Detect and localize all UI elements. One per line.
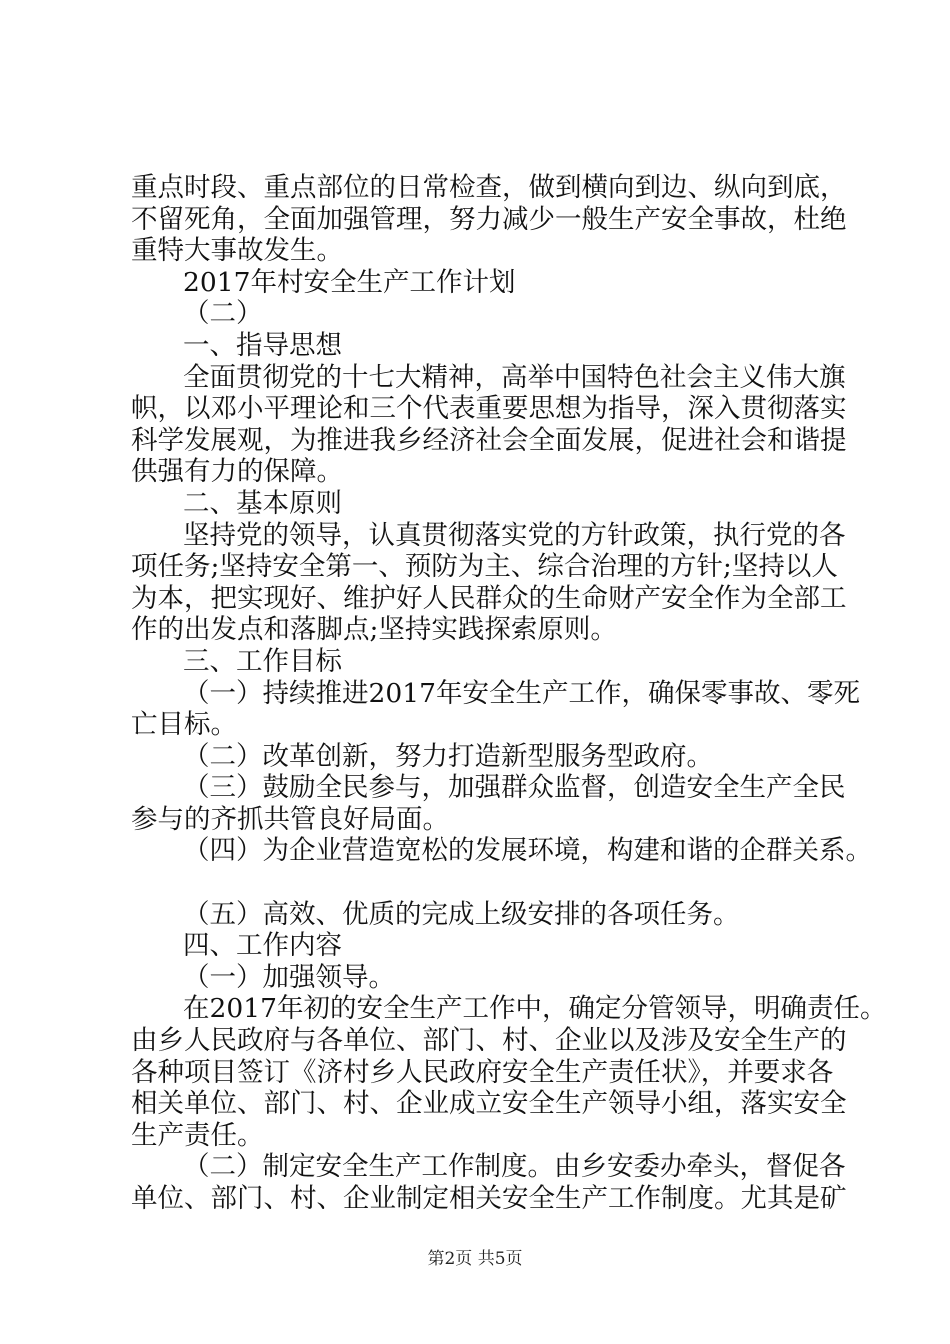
section-subtitle: （二） (183, 298, 263, 330)
text-line: 全面贯彻党的十七大精神，高举中国特色社会主义伟大旗 (183, 361, 846, 393)
heading-basic-principles: 二、基本原则 (183, 487, 342, 519)
text-line: 为本，把实现好、维护好人民群众的生命财产安全作为全部工 (131, 582, 847, 614)
text-line: 作的出发点和落脚点;坚持实践探索原则。 (131, 614, 617, 646)
document-body (131, 172, 887, 1215)
text-line: （三）鼓励全民参与，加强群众监督，创造安全生产全民 (183, 772, 846, 804)
text-line: 供强有力的保障。 (131, 456, 343, 488)
text-line: （一）加强领导。 (183, 961, 395, 993)
text-line: （四）为企业营造宽松的发展环境，构建和谐的企群关系。 (183, 835, 872, 867)
heading-guiding-ideology: 一、指导思想 (183, 329, 342, 361)
text-line: 重点时段、重点部位的日常检查，做到横向到边、纵向到底， (131, 172, 847, 203)
text-line: 生产责任。 (131, 1119, 264, 1151)
text-line: 各种项目签订《济村乡人民政府安全生产责任状》，并要求各 (131, 1056, 834, 1088)
text-line: 项任务;坚持安全第一、预防为主、综合治理的方针;坚持以人 (131, 551, 838, 583)
text-line: （二）制定安全生产工作制度。由乡安委办牵头，督促各 (183, 1151, 846, 1183)
text-line: 帜，以邓小平理论和三个代表重要思想为指导，深入贯彻落实 (131, 393, 847, 425)
text-line: 亡目标。 (131, 709, 237, 741)
text-line: （二）改革创新，努力打造新型服务型政府。 (183, 740, 713, 772)
section-title: 2017年村安全生产工作计划 (183, 266, 516, 298)
text-line: 由乡人民政府与各单位、部门、村、企业以及涉及安全生产的 (131, 1025, 847, 1057)
blank-line (131, 867, 851, 899)
text-line: 坚持党的领导，认真贯彻落实党的方针政策，执行党的各 (183, 519, 846, 551)
text-line: 相关单位、部门、村、企业成立安全生产领导小组，落实安全 (131, 1088, 847, 1120)
text-line: 科学发展观，为推进我乡经济社会全面发展，促进社会和谐提 (131, 424, 847, 456)
text-line: （五）高效、优质的完成上级安排的各项任务。 (183, 898, 740, 930)
page-number-footer: 第2页 共5页 (427, 1249, 523, 1269)
text-line: 单位、部门、村、企业制定相关安全生产工作制度。尤其是矿 (131, 1183, 847, 1214)
text-line: 参与的齐抓共管良好局面。 (131, 803, 449, 835)
heading-work-content: 四、工作内容 (183, 930, 342, 962)
text-line: （一）持续推进2017年安全生产工作，确保零事故、零死 (183, 677, 860, 709)
text-line: 重特大事故发生。 (131, 235, 343, 267)
heading-work-goals: 三、工作目标 (183, 645, 342, 677)
text-line: 在2017年初的安全生产工作中，确定分管领导，明确责任。 (183, 993, 887, 1025)
text-line: 不留死角，全面加强管理，努力减少一般生产安全事故，杜绝 (131, 203, 847, 235)
